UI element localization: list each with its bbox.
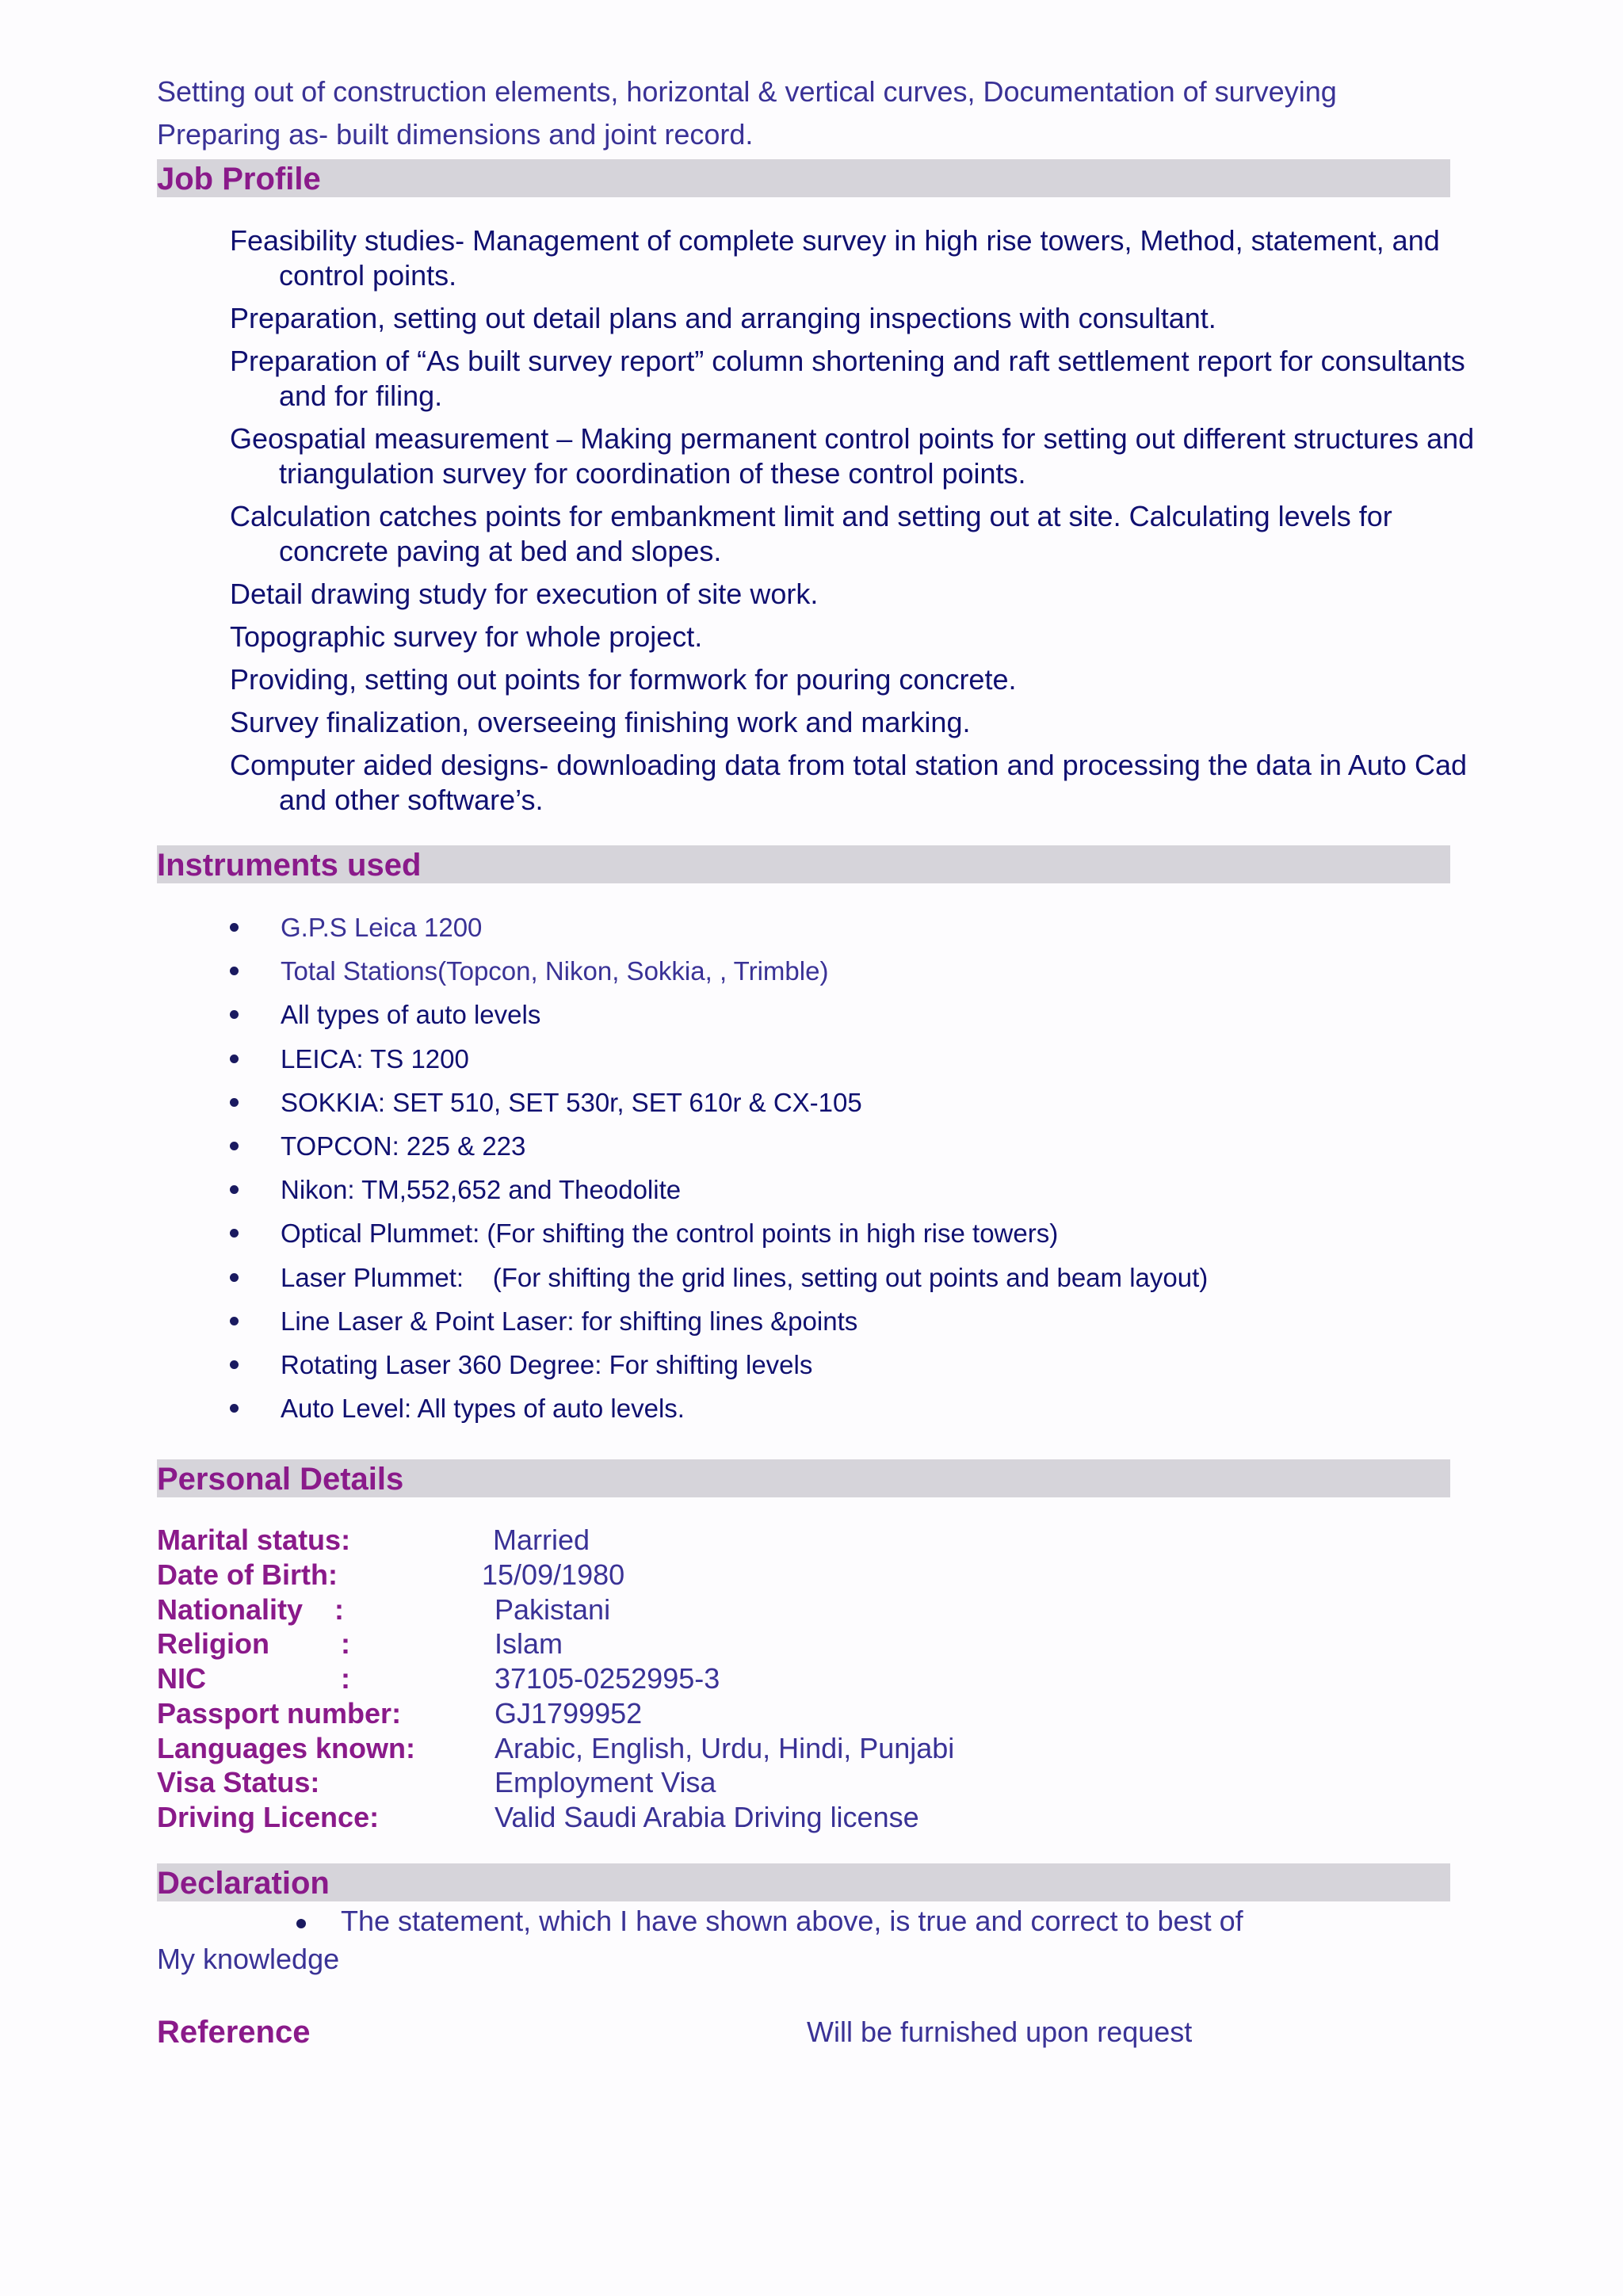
field-label: Date of Birth: [157, 1558, 338, 1591]
bullet-icon [230, 1273, 239, 1282]
bullet-icon [230, 1098, 239, 1107]
reference-title: Reference [157, 2015, 311, 2050]
field-label: Marital status: [157, 1524, 351, 1556]
list-item: Feasibility studies- Management of complete survey in high rise towers, Method, statement, and control points. [230, 224, 1440, 292]
field-value: Employment Visa [495, 1766, 716, 1798]
instrument-label: Nikon: TM,552,652 and Theodolite [281, 1175, 682, 1205]
instrument-label: All types of auto levels [281, 1000, 541, 1030]
instrument-label: TOPCON: 225 & 223 [281, 1131, 526, 1161]
list-item: Preparation of “As built survey report” column shortening and raft settlement report for consultants and for filing. [230, 345, 1465, 412]
bullet-icon [230, 1055, 239, 1063]
bullet-icon [230, 1185, 239, 1194]
list-item: Providing, setting out points for formwork for pouring concrete. [230, 663, 1017, 696]
list-item [230, 1299, 1450, 1343]
field-label: Driving Licence: [157, 1801, 380, 1833]
declaration-title: Declaration [157, 1866, 330, 1901]
list-item [230, 1386, 1450, 1430]
instrument-label: SOKKIA: SET 510, SET 530r, SET 610r & CX-105 [281, 1087, 862, 1117]
bullet-icon [230, 1404, 239, 1413]
bullet-icon [296, 1919, 306, 1928]
instrument-label: Auto Level: All types of auto levels. [281, 1394, 685, 1424]
field-value: GJ1799952 [495, 1697, 643, 1730]
instrument-label: Optical Plummet: (For shifting the control points in high rise towers) [281, 1219, 1059, 1249]
list-item [230, 1081, 1450, 1124]
list-item: Detail drawing study for execution of site work. [230, 578, 819, 610]
declaration-line-2: My knowledge [157, 1943, 340, 1975]
list-item [230, 993, 1450, 1036]
list-item: Survey finalization, overseeing finishing work and marking. [230, 706, 971, 738]
list-item [230, 1168, 1450, 1211]
instrument-label: G.P.S Leica 1200 [281, 913, 483, 942]
list-item: Preparation, setting out detail plans and arranging inspections with consultant. [230, 302, 1216, 334]
job-profile-section-bar [157, 159, 1450, 197]
instrument-label: Laser Plummet: (For shifting the grid lines, setting out points and beam layout) [281, 1262, 1209, 1292]
list-item [230, 1211, 1450, 1255]
intro-line-2: Preparing as- built dimensions and joint record. [157, 118, 754, 151]
list-item: Topographic survey for whole project. [230, 620, 703, 653]
list-item [230, 906, 1450, 949]
list-item: Geospatial measurement – Making permanent control points for setting out different structures and triangulation survey for coordination of these control points. [230, 422, 1475, 490]
bullet-icon [230, 1317, 239, 1325]
field-value: Islam [495, 1627, 563, 1660]
list-item [230, 949, 1450, 993]
field-label: Religion : [157, 1627, 351, 1660]
bullet-icon [230, 1360, 239, 1369]
list-item [230, 1343, 1450, 1386]
bullet-icon [230, 1229, 239, 1238]
field-label: Nationality : [157, 1593, 345, 1626]
instruments-list [230, 906, 1450, 1430]
job-profile-list [230, 223, 1506, 826]
field-value: Valid Saudi Arabia Driving license [495, 1801, 919, 1833]
intro-line-1: Setting out of construction elements, horizontal & vertical curves, Documentation of surveying [157, 75, 1337, 108]
list-item [230, 1037, 1450, 1081]
bullet-icon [230, 1142, 239, 1150]
field-label: Passport number: [157, 1697, 402, 1730]
instrument-label: Total Stations(Topcon, Nikon, Sokkia, , Trimble) [281, 956, 829, 986]
instruments-title: Instruments used [157, 848, 422, 883]
field-value: Married [493, 1524, 590, 1556]
field-value: Pakistani [495, 1593, 611, 1626]
declaration-line-1: The statement, which I have shown above, is true and correct to best of [341, 1905, 1243, 1937]
bullet-icon [230, 923, 239, 932]
field-label: Languages known: [157, 1732, 416, 1764]
reference-value: Will be furnished upon request [807, 2016, 1193, 2048]
personal-title: Personal Details [157, 1462, 404, 1497]
declaration-section-bar [157, 1863, 1450, 1901]
bullet-icon [230, 1010, 239, 1019]
list-item [230, 1256, 1450, 1299]
instrument-label: Line Laser & Point Laser: for shifting lines &points [281, 1306, 858, 1336]
list-item: Computer aided designs- downloading data from total station and processing the data in Auto Cad and other software’s. [230, 749, 1467, 816]
list-item: Calculation catches points for embankment limit and setting out at site. Calculating levels for concrete paving at bed and slopes. [230, 500, 1392, 567]
field-label: NIC : [157, 1662, 351, 1695]
bullet-icon [230, 967, 239, 975]
instrument-label: LEICA: TS 1200 [281, 1043, 469, 1074]
field-value: Arabic, English, Urdu, Hindi, Punjabi [495, 1732, 955, 1764]
field-value: 15/09/1980 [482, 1558, 625, 1591]
field-value: 37105-0252995-3 [495, 1662, 720, 1695]
instrument-label: Rotating Laser 360 Degree: For shifting levels [281, 1349, 813, 1379]
field-label: Visa Status: [157, 1766, 320, 1798]
job-profile-title: Job Profile [157, 162, 321, 196]
list-item [230, 1124, 1450, 1168]
